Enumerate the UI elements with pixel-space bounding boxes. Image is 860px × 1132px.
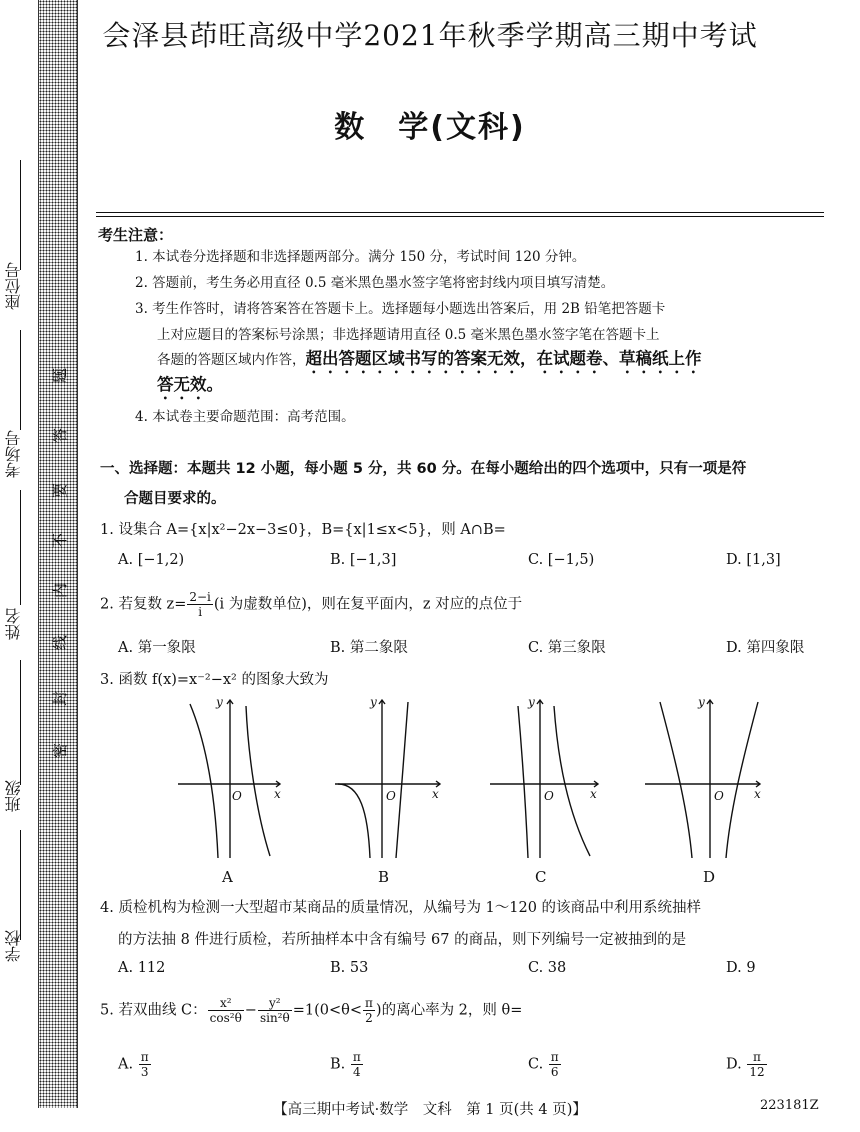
question-2 [100, 590, 830, 619]
axis-label: x [274, 787, 281, 801]
notice-item: 4. 本试卷主要命题范围：高考范围。 [135, 409, 355, 425]
option-label: D. [726, 1056, 747, 1073]
q-text: =1(0<θ< [292, 1002, 363, 1019]
graph-label: B [378, 868, 390, 886]
graph-label: C [535, 868, 547, 886]
binding-margin-pattern [38, 0, 78, 1108]
graph-c [490, 700, 598, 858]
fraction [549, 1050, 561, 1079]
notice-item: 上对应题目的答案标号涂黑；非选择题请用直径 0.5 毫米黑色墨水签字笔在答题卡上 [157, 327, 660, 343]
notice-bold: 答无效。 [157, 375, 223, 394]
option: A. 112 [118, 960, 166, 976]
option: B. [−1,3] [330, 552, 397, 568]
origin-label: O [544, 789, 554, 803]
axis-label: y [370, 695, 377, 709]
q-text: )的离心率为 2，则 θ= [375, 1002, 523, 1019]
axis-label: x [432, 787, 439, 801]
numerator: π [365, 996, 373, 1010]
option: A. [−1,2) [118, 552, 185, 568]
option-label: C. [528, 1056, 548, 1073]
field-line [20, 330, 21, 430]
numerator: 2−i [189, 590, 211, 604]
notice-item-emphasis [157, 372, 847, 403]
axis-label: y [528, 695, 535, 709]
field-name: 姓名 [4, 608, 23, 640]
field-seat-number: 座位号 [4, 262, 23, 310]
notice-title: 考生注意： [98, 226, 174, 244]
fraction [187, 590, 213, 619]
numerator: x² [208, 996, 244, 1011]
notice-text: 各题的答题区域内作答， [157, 352, 306, 368]
denominator: 4 [353, 1065, 361, 1079]
denominator: cos²θ [209, 1011, 242, 1025]
fraction [351, 1050, 363, 1079]
notice-item: 2. 答题前，考生务必用直径 0.5 毫米黑色墨水签字笔将密封线内项目填写清楚。 [135, 275, 615, 291]
numerator: π [140, 1050, 149, 1064]
seal-char: 答 [51, 427, 70, 444]
graph-d [645, 700, 760, 858]
option: D. 9 [726, 960, 756, 976]
exam-title: 会泽县茚旺高级中学2021年秋季学期高三期中考试 [102, 19, 758, 52]
numerator: π [352, 1050, 361, 1064]
seal-char: 要 [51, 482, 70, 499]
seal-char: 密 [51, 742, 70, 759]
field-line [20, 160, 21, 270]
field-school: 学校 [4, 930, 23, 962]
notice-item: 1. 本试卷分选择题和非选择题两部分。满分 150 分，考试时间 120 分钟。 [135, 249, 586, 265]
denominator: i [198, 605, 203, 619]
option: C. [−1,5) [528, 552, 595, 568]
denominator: 2 [365, 1011, 373, 1025]
option-label: A. [118, 1056, 138, 1073]
option-label: B. [330, 1056, 350, 1073]
seal-char: 封 [51, 690, 70, 707]
option: C. 第三象限 [528, 640, 606, 656]
question-3: 3. 函数 f(x)=x⁻²−x² 的图象大致为 [100, 672, 329, 688]
section-heading: 一、选择题：本题共 12 小题，每小题 5 分，共 60 分。在每小题给出的四个选项中，只有一项是符 [100, 461, 747, 477]
option: B. 53 [330, 960, 369, 976]
origin-label: O [714, 789, 724, 803]
origin-label: O [232, 789, 242, 803]
graph-label: D [703, 868, 716, 886]
question-4: 4. 质检机构为检测一大型超市某商品的质量情况，从编号为 1～120 的该商品中利用系统抽样 [100, 900, 702, 916]
q-text: − [244, 1002, 257, 1019]
axis-label: x [754, 787, 761, 801]
fraction [363, 996, 375, 1025]
q-text: 2. 若复数 z= [100, 596, 187, 613]
header-rule [96, 216, 824, 217]
graph-a [178, 700, 280, 858]
q-text: 5. 若双曲线 C： [100, 1002, 207, 1019]
graph-label: A [222, 868, 233, 886]
seal-char: 题 [51, 367, 70, 384]
seal-char: 线 [51, 634, 70, 651]
question-1: 1. 设集合 A={x|x²−2x−3≤0}，B={x|1≤x<5}，则 A∩B= [100, 522, 506, 538]
field-line [20, 660, 21, 785]
denominator: sin²θ [259, 1011, 290, 1025]
fraction [139, 1050, 151, 1079]
function-graphs [170, 692, 770, 860]
option: C. 38 [528, 960, 567, 976]
graph-b [335, 700, 440, 858]
option [528, 1050, 562, 1079]
option [330, 1050, 364, 1079]
denominator: 3 [140, 1065, 149, 1079]
exam-subject: 数 学(文科) [334, 110, 526, 145]
option: D. [1,3] [726, 552, 781, 568]
field-line [20, 490, 21, 605]
field-line [20, 830, 21, 940]
q-text: (i 为虚数单位)，则在复平面内，z 对应的点位于 [213, 596, 523, 613]
axis-label: y [216, 695, 223, 709]
question-4-cont: 的方法抽 8 件进行质检，若所抽样本中含有编号 67 的商品，则下列编号一定被抽到的是 [118, 932, 687, 948]
paper-code: 223181Z [760, 1098, 819, 1113]
numerator: π [747, 1050, 766, 1065]
option [118, 1050, 152, 1079]
option: D. 第四象限 [726, 640, 805, 656]
numerator: y² [258, 996, 292, 1011]
option: B. 第二象限 [330, 640, 408, 656]
option [726, 1050, 768, 1079]
notice-item: 3. 考生作答时，请将答案答在答题卡上。选择题每小题选出答案后，用 2B 铅笔把答题卡 [135, 301, 666, 317]
origin-label: O [386, 789, 396, 803]
option: A. 第一象限 [118, 640, 196, 656]
numerator: π [550, 1050, 559, 1064]
header-rule [96, 212, 824, 213]
fraction [747, 1050, 766, 1079]
question-5 [100, 996, 830, 1025]
axis-label: y [698, 695, 705, 709]
denominator: 6 [550, 1065, 559, 1079]
fraction [208, 996, 244, 1025]
notice-bold: 超出答题区域书写的答案无效，在试题卷、草稿纸上作 [305, 349, 702, 368]
denominator: 12 [749, 1065, 765, 1079]
page-footer: 【高三期中考试·数学 文科 第 1 页(共 4 页)】 [273, 1102, 587, 1118]
seal-char: 内 [51, 582, 70, 599]
field-exam-room: 考场号 [4, 430, 23, 478]
axis-label: x [590, 787, 597, 801]
fraction [258, 996, 292, 1025]
section-heading: 合题目要求的。 [124, 491, 226, 507]
field-class: 班级 [4, 780, 23, 812]
seal-char: 不 [51, 532, 70, 549]
